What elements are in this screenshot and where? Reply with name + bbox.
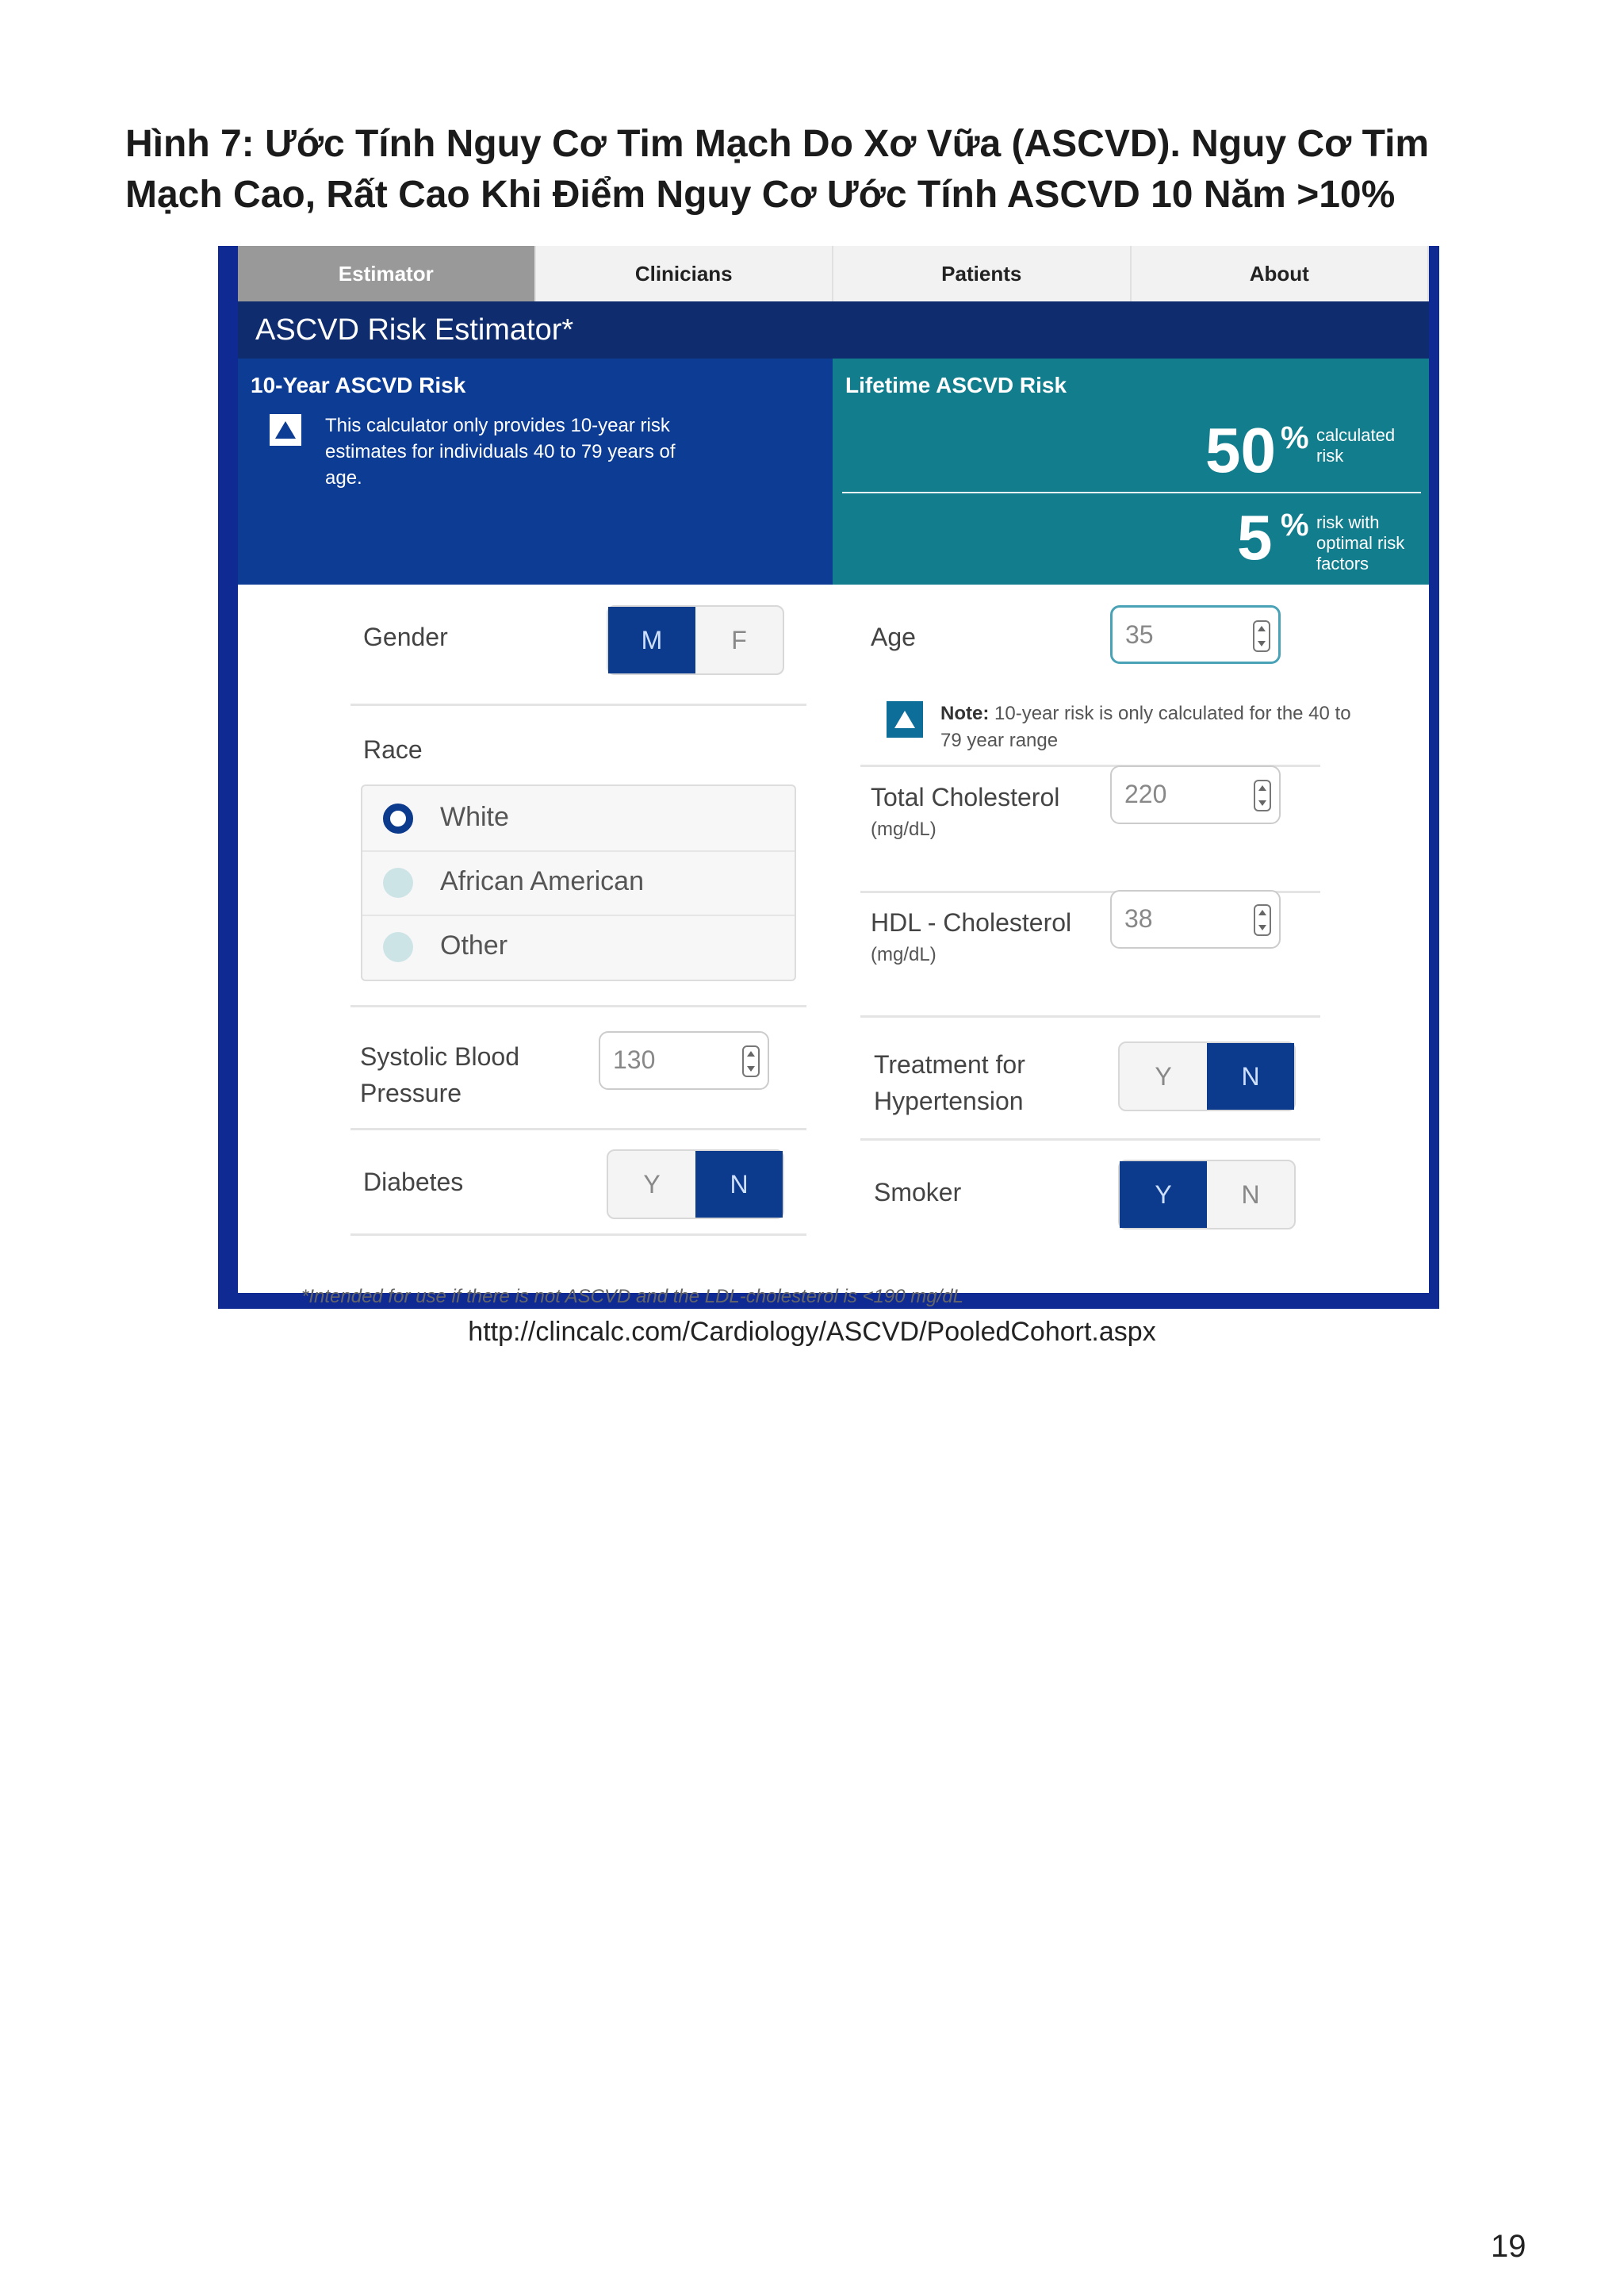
hdl-value: 38: [1124, 904, 1153, 933]
race-option-label: African American: [440, 866, 644, 896]
hdl-label: HDL - Cholesterol: [871, 908, 1072, 937]
systolic-label: [360, 1038, 519, 1111]
age-label: Age: [871, 623, 916, 651]
divider: [860, 1138, 1320, 1141]
radio-selected-icon: [383, 804, 413, 834]
hypertension-yes-button[interactable]: Y: [1155, 1061, 1172, 1091]
tab-estimator[interactable]: Estimator: [238, 246, 536, 301]
total-cholesterol-label: Total Cholesterol: [871, 783, 1060, 811]
diabetes-no-button[interactable]: N: [695, 1151, 783, 1218]
divider: [350, 1233, 806, 1236]
warning-icon: [887, 701, 923, 738]
calculator-window: [238, 246, 1429, 1307]
tab-about[interactable]: About: [1132, 246, 1430, 301]
ten-year-note: This calculator only provides 10-year risk estimates for individuals 40 to 79 years of age.: [325, 415, 676, 489]
race-option-african-american[interactable]: [362, 850, 795, 916]
hypertension-no-button[interactable]: N: [1207, 1043, 1294, 1110]
gender-toggle: [607, 605, 784, 675]
nav-tabs: [238, 246, 1429, 301]
systolic-value: 130: [613, 1045, 656, 1074]
smoker-yes-button[interactable]: Y: [1120, 1161, 1207, 1228]
calculated-risk-value: 50: [1205, 415, 1276, 485]
race-label: Race: [363, 735, 423, 764]
ten-year-heading: 10-Year ASCVD Risk: [251, 373, 466, 397]
gender-f-button[interactable]: F: [731, 625, 747, 654]
divider: [860, 1015, 1320, 1018]
age-input[interactable]: [1110, 605, 1281, 664]
age-value: 35: [1125, 620, 1154, 649]
diabetes-yes-button[interactable]: Y: [643, 1169, 661, 1199]
race-option-label: White: [440, 802, 509, 832]
spinner-icon[interactable]: [742, 1045, 760, 1077]
page-number: 19: [1491, 2229, 1526, 2264]
hypertension-label-line1: Treatment for: [874, 1050, 1025, 1079]
diabetes-toggle: [607, 1149, 784, 1219]
systolic-input[interactable]: [599, 1031, 769, 1090]
figure-caption-url: http://clincalc.com/Cardiology/ASCVD/PooledCohort.aspx: [468, 1317, 1156, 1347]
race-option-other[interactable]: [362, 915, 795, 979]
divider: [350, 1128, 806, 1130]
radio-unselected-icon: [383, 932, 413, 962]
hdl-input[interactable]: [1110, 890, 1281, 949]
tab-clinicians[interactable]: Clinicians: [536, 246, 834, 301]
race-option-white[interactable]: [362, 786, 795, 852]
optimal-risk-percent: %: [1281, 508, 1309, 543]
figure-title: Hình 7: Ước Tính Nguy Cơ Tim Mạch Do Xơ Vữa (ASCVD). Nguy Cơ Tim Mạch Cao, Rất Cao Khi Điểm Nguy Cơ Ước Tính ASCVD 10 Năm >10%: [125, 123, 1430, 216]
gender-label: Gender: [363, 623, 448, 651]
age-note: [940, 700, 1353, 754]
lifetime-divider: [842, 492, 1421, 493]
hypertension-toggle: [1118, 1041, 1296, 1111]
footnote: *Intended for use if there is not ASCVD and the LDL-cholesterol is <190 mg/dL: [301, 1286, 963, 1307]
smoker-toggle: [1118, 1160, 1296, 1229]
spinner-icon[interactable]: [1254, 904, 1271, 936]
diabetes-label: Diabetes: [363, 1168, 464, 1196]
radio-unselected-icon: [383, 868, 413, 898]
divider: [350, 704, 806, 706]
gender-m-button[interactable]: M: [608, 607, 695, 673]
divider: [350, 1005, 806, 1007]
optimal-risk-label: risk with optimal risk factors: [1316, 512, 1405, 573]
tab-patients[interactable]: Patients: [833, 246, 1132, 301]
warning-icon: [270, 414, 301, 446]
hypertension-label-line2: Hypertension: [874, 1087, 1024, 1115]
estimator-header: ASCVD Risk Estimator*: [238, 301, 1429, 359]
calculated-risk-label: calculated risk: [1316, 425, 1396, 466]
hypertension-label: [874, 1046, 1025, 1119]
age-note-text: 10-year risk is only calculated for the 40 to 79 year range: [940, 703, 1351, 751]
smoker-no-button[interactable]: N: [1241, 1180, 1260, 1209]
total-cholesterol-input[interactable]: [1110, 765, 1281, 824]
spinner-icon[interactable]: [1253, 620, 1270, 652]
ten-year-risk-panel: [238, 359, 833, 585]
race-option-label: Other: [440, 930, 508, 961]
spinner-icon[interactable]: [1254, 780, 1271, 811]
hdl-unit: (mg/dL): [871, 944, 936, 965]
systolic-label-line2: Pressure: [360, 1079, 462, 1107]
age-note-bold: Note:: [940, 703, 990, 724]
optimal-risk-value: 5: [1237, 502, 1273, 573]
lifetime-risk-panel: [833, 359, 1429, 585]
total-cholesterol-value: 220: [1124, 780, 1167, 808]
race-selector: [361, 784, 796, 981]
lifetime-heading: Lifetime ASCVD Risk: [845, 373, 1067, 397]
ascvd-calculator-screenshot: [218, 246, 1439, 1309]
calculated-risk-percent: %: [1281, 420, 1309, 455]
risk-input-form: [238, 585, 1429, 1307]
smoker-label: Smoker: [874, 1178, 962, 1206]
total-cholesterol-unit: (mg/dL): [871, 819, 936, 840]
systolic-label-line1: Systolic Blood: [360, 1042, 519, 1071]
